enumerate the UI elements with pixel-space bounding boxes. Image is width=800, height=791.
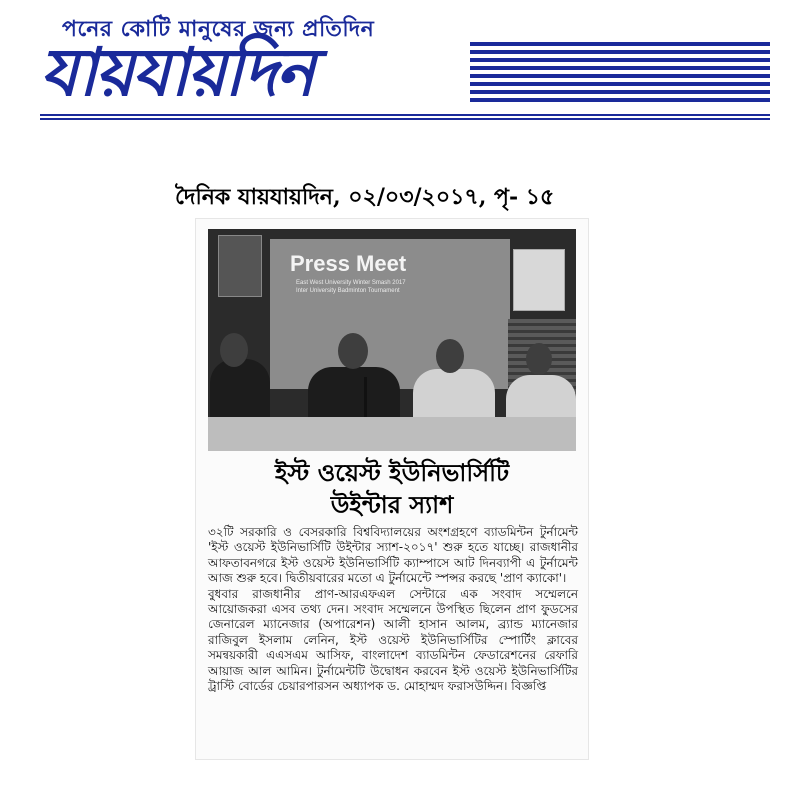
- person-4-head: [526, 343, 552, 375]
- banner-subtitle-line-1: East West University Winter Smash 2017: [296, 280, 406, 286]
- logo-underline: [40, 114, 770, 120]
- person-3-head: [436, 339, 464, 373]
- notice-board: [513, 249, 565, 311]
- person-1-head: [220, 333, 248, 367]
- person-2-head: [338, 333, 368, 369]
- headline-line-1: ইস্ট ওয়েস্ট ইউনিভার্সিটি: [274, 459, 510, 487]
- article-body: [208, 525, 578, 694]
- conference-table: [208, 417, 576, 451]
- article-headline: [196, 457, 588, 521]
- newspaper-logo: যায়যায়দিন: [40, 34, 314, 111]
- banner-title: Press Meet: [290, 251, 407, 276]
- article-paragraph-1: ৩২টি সরকারি ও বেসরকারি বিশ্ববিদ্যালয়ের অংশগ্রহণে ব্যাডমিন্টন টুর্নামেন্ট 'ইস্ট ওয়েস্ট ইউনিভার্সিটি উইন্টার স্যাশ-২০১৭' শুরু হতে যাচ্ছে। রাজধানীর আফতাবনগরে ইস্ট ওয়েস্ট ইউনিভার্সিটি ক্যাম্পাসে আট দিনব্যাপী এ টুর্নামেন্ট আজ শুরু হবে। দ্বিতীয়বারের মতো এ টুর্নামেন্টে স্পন্সর করছে 'প্রাণ ক্যাকো'।: [208, 525, 578, 586]
- publication-citation: দৈনিক যায়যায়দিন, ০২/০৩/২০১৭, পৃ- ১৫: [175, 184, 555, 210]
- masthead-tagline: পনের কোটি মানুষের জন্য প্রতিদিন: [62, 17, 375, 42]
- headline-line-2: উইন্টার স্যাশ: [330, 491, 454, 519]
- tournament-badge: [218, 235, 262, 297]
- press-meet-photo: [208, 229, 576, 451]
- news-clipping: [195, 218, 589, 760]
- masthead: [40, 10, 770, 130]
- banner-subtitle-line-2: Inter University Badminton Tournament: [296, 288, 400, 294]
- logo-stripes: [470, 42, 770, 112]
- article-paragraph-2: বুধবার রাজধানীর প্রাণ-আরএফএল সেন্টারে এক সংবাদ সম্মেলনে আয়োজকরা এসব তথ্য দেন। সংবাদ সম্মেলনে উপস্থিত ছিলেন প্রাণ ফুডসের জেনারেল ম্যানেজার (অপারেশন) আলী হাসান আলম, ব্র্যান্ড ম্যানেজার রাজিবুল ইসলাম লেনিন, ইস্ট ওয়েস্ট ইউনিভার্সিটির স্পোর্টিং ক্লাবের সমন্বয়কারী এএসএম আসিফ, বাংলাদেশ ব্যাডমিন্টন ফেডারেশনের রেফারি আয়াজ আল আমিন। টুর্নামেন্টটি উদ্বোধন করবেন ইস্ট ওয়েস্ট ইউনিভার্সিটির ট্রাস্টি বোর্ডের চেয়ারপারসন অধ্যাপক ড. মোহাম্মদ ফরাসউদ্দিন। বিজ্ঞপ্তি: [208, 586, 578, 694]
- banner-subtitle: [296, 279, 406, 295]
